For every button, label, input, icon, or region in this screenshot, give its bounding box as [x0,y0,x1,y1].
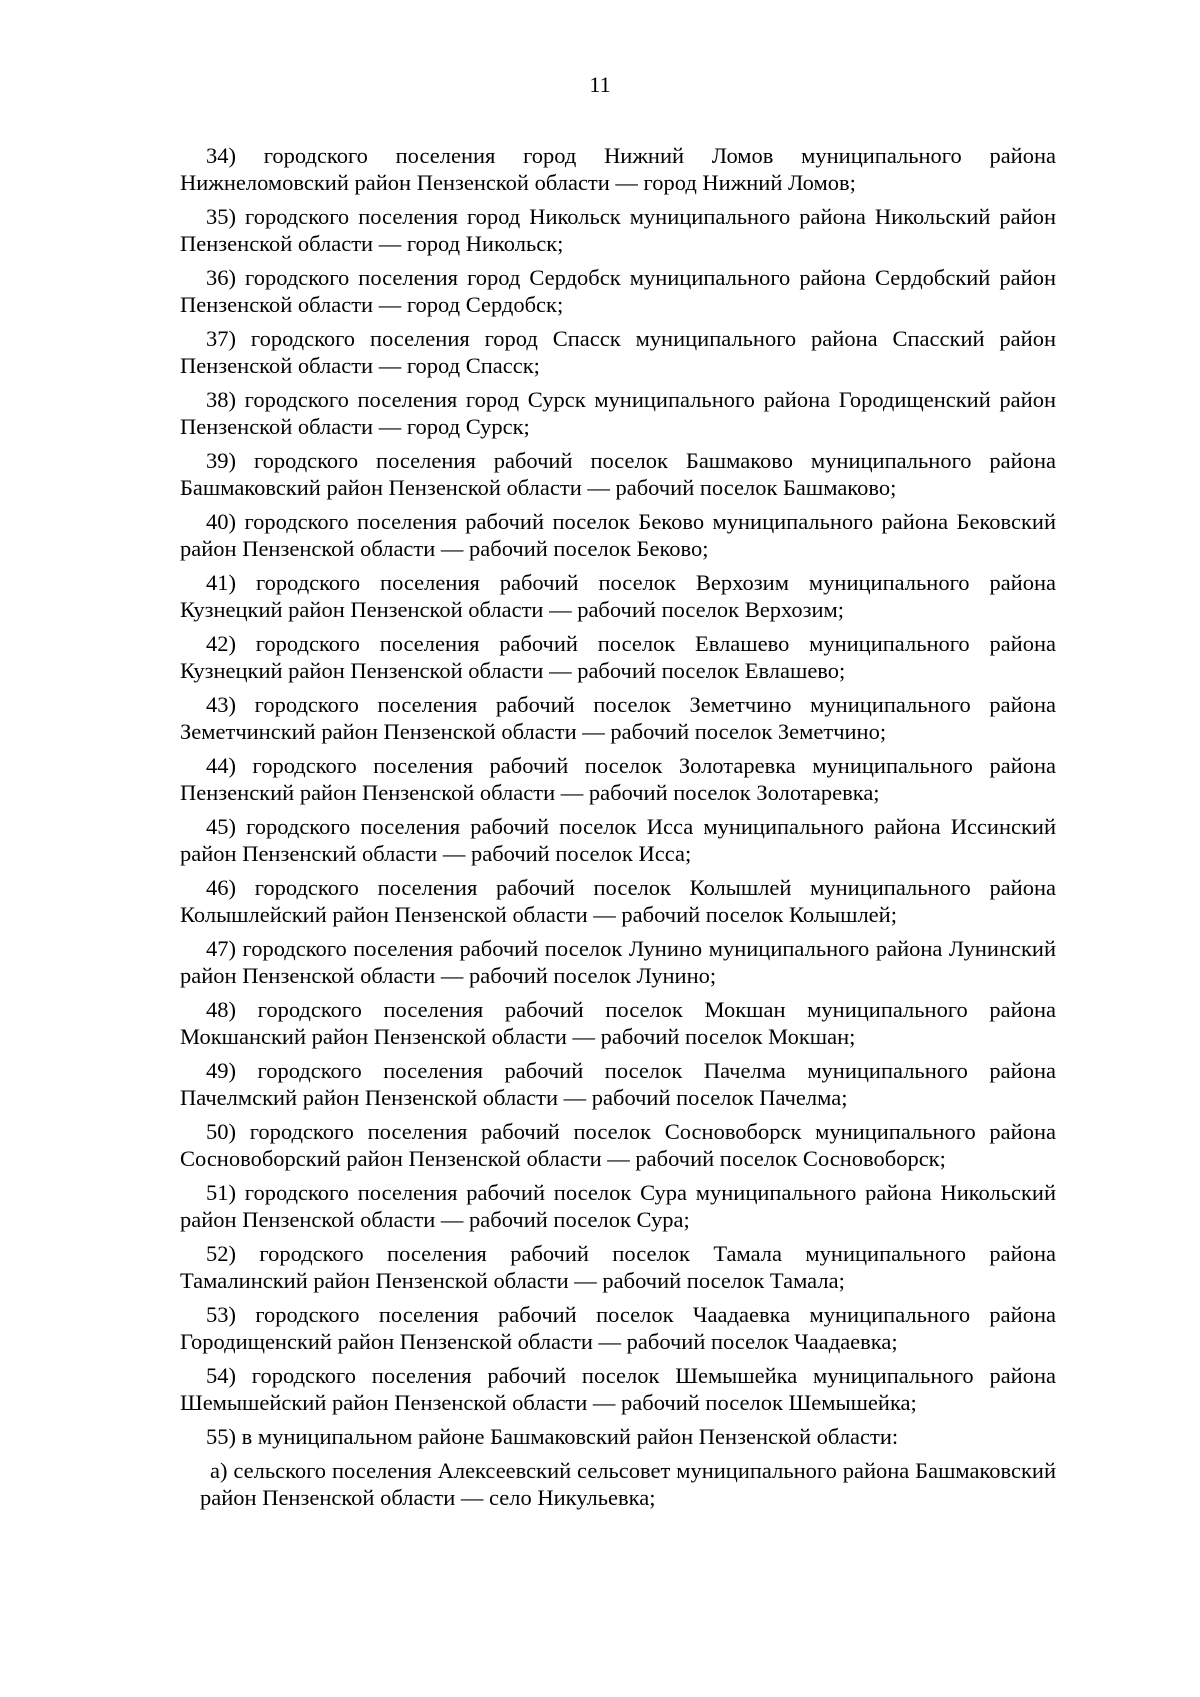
sub-item-a: а) сельского поселения Алексеевский сельсовет муниципального района Башмаковский район Пензенской области — село Никульевка; [200,1458,1056,1510]
list-item-34: 34) городского поселения город Нижний Ломов муниципального района Нижнеломовский район Пензенской области — город Нижний Ломов; [180,143,1056,195]
list-item-54: 54) городского поселения рабочий поселок Шемышейка муниципального района Шемышейский район Пензенской области — рабочий поселок Шемышейка; [180,1363,1056,1415]
list-item-44: 44) городского поселения рабочий поселок Золотаревка муниципального района Пензенский район Пензенской области — рабочий поселок Золотаревка; [180,753,1056,805]
list-item-38: 38) городского поселения город Сурск муниципального района Городищенский район Пензенской области — город Сурск; [180,387,1056,439]
list-item-39: 39) городского поселения рабочий поселок Башмаково муниципального района Башмаковский район Пензенской области — рабочий поселок Башмаково; [180,448,1056,500]
list-item-45: 45) городского поселения рабочий поселок Исса муниципального района Иссинский район Пензенский области — рабочий поселок Исса; [180,814,1056,866]
list-item-53: 53) городского поселения рабочий поселок Чаадаевка муниципального района Городищенский район Пензенской области — рабочий поселок Чаадаевка; [180,1302,1056,1354]
list-item-42: 42) городского поселения рабочий поселок Евлашево муниципального района Кузнецкий район Пензенской области — рабочий поселок Евлашево; [180,631,1056,683]
document-body [180,142,1056,1518]
list-item-51: 51) городского поселения рабочий поселок Сура муниципального района Никольский район Пензенской области — рабочий поселок Сура; [180,1180,1056,1232]
list-item-55: 55) в муниципальном районе Башмаковский район Пензенской области: [206,1424,899,1449]
list-item-40: 40) городского поселения рабочий поселок Беково муниципального района Бековский район Пензенской области — рабочий поселок Беково; [180,509,1056,561]
list-item-41: 41) городского поселения рабочий поселок Верхозим муниципального района Кузнецкий район Пензенской области — рабочий поселок Верхозим; [180,570,1056,622]
list-item-47: 47) городского поселения рабочий поселок Лунино муниципального района Лунинский район Пензенской области — рабочий поселок Лунино; [180,936,1056,988]
list-item-49: 49) городского поселения рабочий поселок Пачелма муниципального района Пачелмский район Пензенской области — рабочий поселок Пачелма; [180,1058,1056,1110]
list-item-48: 48) городского поселения рабочий поселок Мокшан муниципального района Мокшанский район Пензенской области — рабочий поселок Мокшан; [180,997,1056,1049]
list-item-43: 43) городского поселения рабочий поселок Земетчино муниципального района Земетчинский район Пензенской области — рабочий поселок Земетчино; [180,692,1056,744]
list-item-46: 46) городского поселения рабочий поселок Колышлей муниципального района Колышлейский район Пензенской области — рабочий поселок Колышлей; [180,875,1056,927]
list-item-52: 52) городского поселения рабочий поселок Тамала муниципального района Тамалинский район Пензенской области — рабочий поселок Тамала; [180,1241,1056,1293]
list-item-36: 36) городского поселения город Сердобск муниципального района Сердобский район Пензенской области — город Сердобск; [180,265,1056,317]
list-item-50: 50) городского поселения рабочий поселок Сосновоборск муниципального района Сосновоборский район Пензенской области — рабочий поселок Сосновоборск; [180,1119,1056,1171]
page-number: 11 [589,72,611,97]
list-item-35: 35) городского поселения город Никольск муниципального района Никольский район Пензенской области — город Никольск; [180,204,1056,256]
list-item-37: 37) городского поселения город Спасск муниципального района Спасский район Пензенской области — город Спасск; [180,326,1056,378]
